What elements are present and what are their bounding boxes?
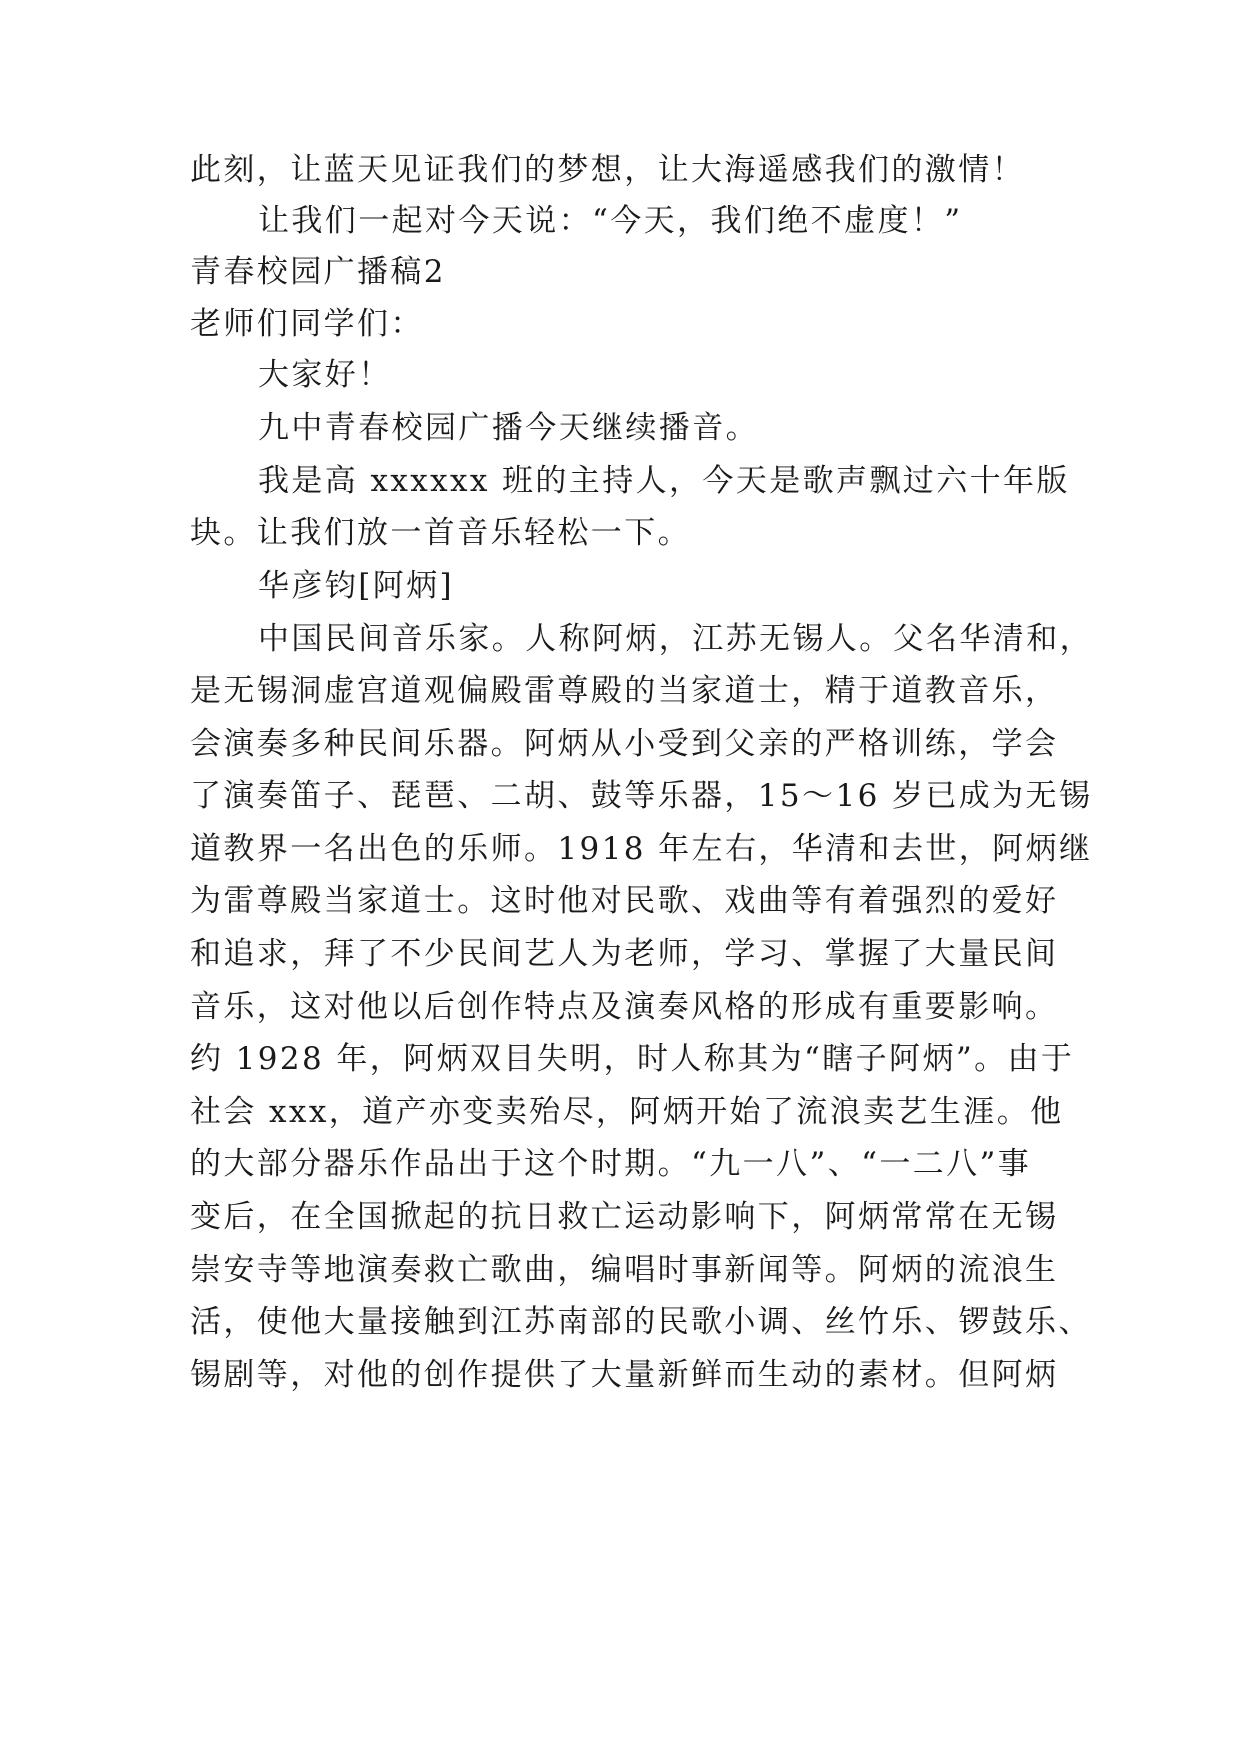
text-line: 会演奏多种民间乐器。阿炳从小受到父亲的严格训练，学会 [190, 726, 1059, 762]
salutation: 老师们同学们： [190, 306, 424, 342]
text-line: 此刻，让蓝天见证我们的梦想，让大海遥感我们的激情！ [190, 152, 1025, 188]
text-line: 九中青春校园广播今天继续播音。 [258, 410, 759, 446]
text-line: 变后，在全国掀起的抗日救亡运动影响下，阿炳常常在无锡 [190, 1199, 1059, 1235]
text-line: 我是高 xxxxxx 班的主持人，今天是歌声飘过六十年版 [258, 463, 1070, 499]
text-line: 活，使他大量接触到江苏南部的民歌小调、丝竹乐、锣鼓乐、 [190, 1304, 1092, 1340]
text-line: 块。让我们放一首音乐轻松一下。 [190, 515, 691, 551]
section-heading: 青春校园广播稿2 [190, 254, 446, 290]
text-line: 约 1928 年，阿炳双目失明，时人称其为“瞎子阿炳”。由于 [190, 1041, 1075, 1077]
text-line: 让我们一起对今天说：“今天，我们绝不虚度！” [258, 203, 963, 239]
text-line: 的大部分器乐作品出于这个时期。“九一八”、“一二八”事 [190, 1146, 1032, 1182]
text-line: 中国民间音乐家。人称阿炳，江苏无锡人。父名华清和， [258, 621, 1093, 657]
text-line: 和追求，拜了不少民间艺人为老师，学习、掌握了大量民间 [190, 936, 1059, 972]
text-line: 了演奏笛子、琵琶、二胡、鼓等乐器，15～16 岁已成为无锡 [190, 778, 1093, 814]
text-line: 崇安寺等地演奏救亡歌曲，编唱时事新闻等。阿炳的流浪生 [190, 1252, 1059, 1288]
text-line: 为雷尊殿当家道士。这时他对民歌、戏曲等有着强烈的爱好 [190, 883, 1059, 919]
text-line: 音乐，这对他以后创作特点及演奏风格的形成有重要影响。 [190, 989, 1059, 1025]
text-line: 华彦钧[阿炳] [258, 568, 454, 604]
text-line: 锡剧等，对他的创作提供了大量新鲜而生动的素材。但阿炳 [190, 1357, 1059, 1393]
text-line: 是无锡洞虚宫道观偏殿雷尊殿的当家道士，精于道教音乐， [190, 673, 1059, 709]
text-line: 道教界一名出色的乐师。1918 年左右，华清和去世，阿炳继 [190, 831, 1093, 867]
text-line: 社会 xxx，道产亦变卖殆尽，阿炳开始了流浪卖艺生涯。他 [190, 1094, 1064, 1130]
text-line: 大家好！ [258, 357, 392, 393]
